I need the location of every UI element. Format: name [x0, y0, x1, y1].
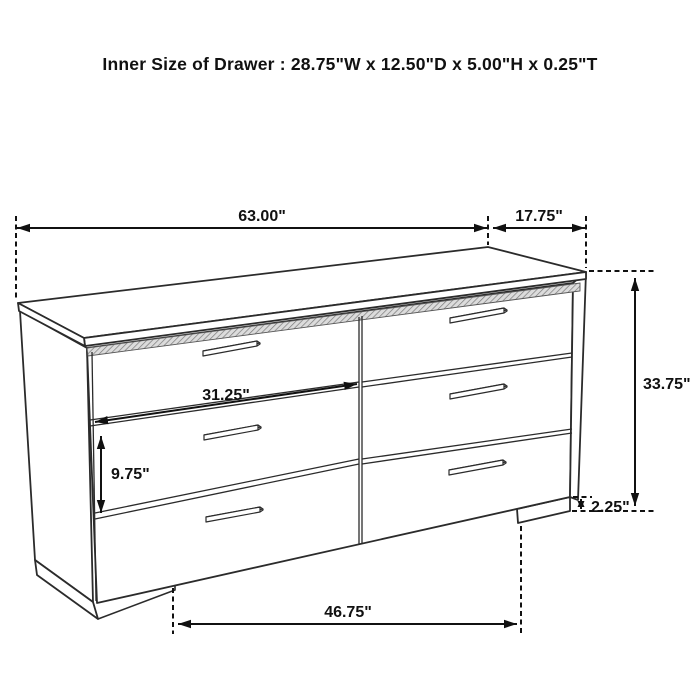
top-depth-label: 17.75" — [515, 208, 563, 225]
drawer-width-label: 31.25" — [202, 387, 250, 404]
diagram-title: Inner Size of Drawer : 28.75"W x 12.50"D x 5.00"H x 0.25"T — [102, 54, 598, 74]
overall-height-label: 33.75" — [643, 376, 691, 393]
base-inner-width-label: 46.75" — [324, 604, 372, 621]
dresser-drawing — [18, 247, 586, 619]
dimension-overall-height — [572, 271, 691, 511]
base-height-label: 2.25" — [591, 499, 630, 516]
overall-width-label: 63.00" — [238, 208, 286, 225]
drawer-height-label: 9.75" — [111, 466, 150, 483]
dresser-right-side-panel — [570, 272, 586, 500]
dresser-left-side-panel — [20, 311, 93, 602]
dimension-base-height — [573, 497, 630, 516]
